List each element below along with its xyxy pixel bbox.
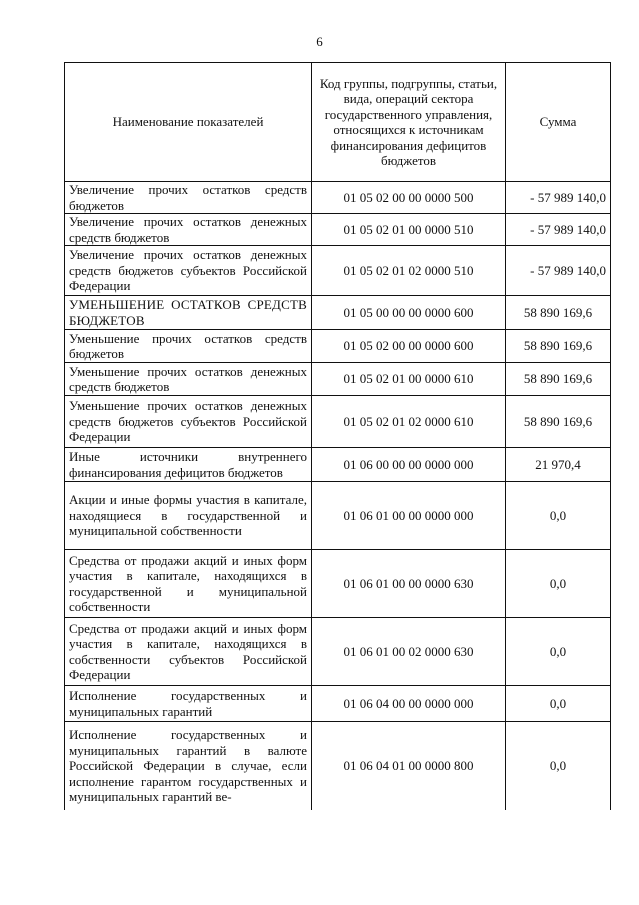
- row-code: 01 06 01 00 00 0000 000: [312, 482, 506, 550]
- table-row: [65, 214, 611, 246]
- row-code: 01 06 01 00 02 0000 630: [312, 618, 506, 686]
- row-sum: - 57 989 140,0: [506, 214, 611, 246]
- row-sum: 58 890 169,6: [506, 330, 611, 363]
- table-row: [65, 448, 611, 482]
- row-name: Увеличение прочих остатков денежных средств бюджетов субъектов Российской Федерации: [65, 246, 312, 296]
- table-row: [65, 182, 611, 214]
- table-row: [65, 550, 611, 618]
- header-code: Код группы, подгруппы, статьи, вида, операций сектора государственного управления, относящихся к источникам финансирования дефицитов бюджетов: [312, 63, 506, 182]
- table-row: [65, 686, 611, 722]
- row-sum: 58 890 169,6: [506, 363, 611, 396]
- row-sum: 0,0: [506, 618, 611, 686]
- row-name: Исполнение государственных и муниципальных гарантий: [65, 686, 312, 722]
- row-code: 01 05 02 01 02 0000 610: [312, 396, 506, 448]
- row-sum: - 57 989 140,0: [506, 182, 611, 214]
- row-name: Иные источники внутреннего финансирования дефицитов бюджетов: [65, 448, 312, 482]
- row-sum: 58 890 169,6: [506, 396, 611, 448]
- row-name: Средства от продажи акций и иных форм участия в капитале, находящихся в собственности субъектов Российской Федерации: [65, 618, 312, 686]
- row-code: 01 05 02 00 00 0000 500: [312, 182, 506, 214]
- row-name: Уменьшение прочих остатков денежных средств бюджетов: [65, 363, 312, 396]
- row-sum: 58 890 169,6: [506, 296, 611, 330]
- row-code: 01 06 01 00 00 0000 630: [312, 550, 506, 618]
- table-row: [65, 246, 611, 296]
- row-name: Акции и иные формы участия в капитале, находящиеся в государственной и муниципальной собственности: [65, 482, 312, 550]
- row-code: 01 06 04 01 00 0000 800: [312, 722, 506, 810]
- row-name: Средства от продажи акций и иных форм участия в капитале, находящихся в государственной и муниципальной собственности: [65, 550, 312, 618]
- table-row: [65, 618, 611, 686]
- row-code: 01 05 02 01 00 0000 510: [312, 214, 506, 246]
- row-sum: 0,0: [506, 550, 611, 618]
- budget-sources-table: [64, 62, 611, 810]
- row-code: 01 06 00 00 00 0000 000: [312, 448, 506, 482]
- table-row: [65, 363, 611, 396]
- row-sum: 0,0: [506, 482, 611, 550]
- table-row: [65, 482, 611, 550]
- table-row: [65, 330, 611, 363]
- row-code: 01 05 02 01 00 0000 610: [312, 363, 506, 396]
- row-name: Уменьшение прочих остатков средств бюджетов: [65, 330, 312, 363]
- header-name: Наименование показателей: [65, 63, 312, 182]
- row-name: Исполнение государственных и муниципальных гарантий в валюте Российской Федерации в случае, если исполнение гарантом государственных и муниципальных гарантий ве-: [65, 722, 312, 810]
- row-code: 01 05 02 00 00 0000 600: [312, 330, 506, 363]
- row-sum: 0,0: [506, 722, 611, 810]
- row-name: УМЕНЬШЕНИЕ ОСТАТКОВ СРЕДСТВ БЮДЖЕТОВ: [65, 296, 312, 330]
- row-code: 01 05 00 00 00 0000 600: [312, 296, 506, 330]
- row-name: Уменьшение прочих остатков денежных средств бюджетов субъектов Российской Федерации: [65, 396, 312, 448]
- table-row: [65, 396, 611, 448]
- row-code: 01 06 04 00 00 0000 000: [312, 686, 506, 722]
- table-header-row: [65, 63, 611, 182]
- row-sum: 21 970,4: [506, 448, 611, 482]
- table-row: [65, 296, 611, 330]
- row-name: Увеличение прочих остатков средств бюджетов: [65, 182, 312, 214]
- row-sum: 0,0: [506, 686, 611, 722]
- row-code: 01 05 02 01 02 0000 510: [312, 246, 506, 296]
- row-sum: - 57 989 140,0: [506, 246, 611, 296]
- row-name: Увеличение прочих остатков денежных средств бюджетов: [65, 214, 312, 246]
- table-row: [65, 722, 611, 810]
- page-number: 6: [316, 34, 323, 49]
- header-sum: Сумма: [506, 63, 611, 182]
